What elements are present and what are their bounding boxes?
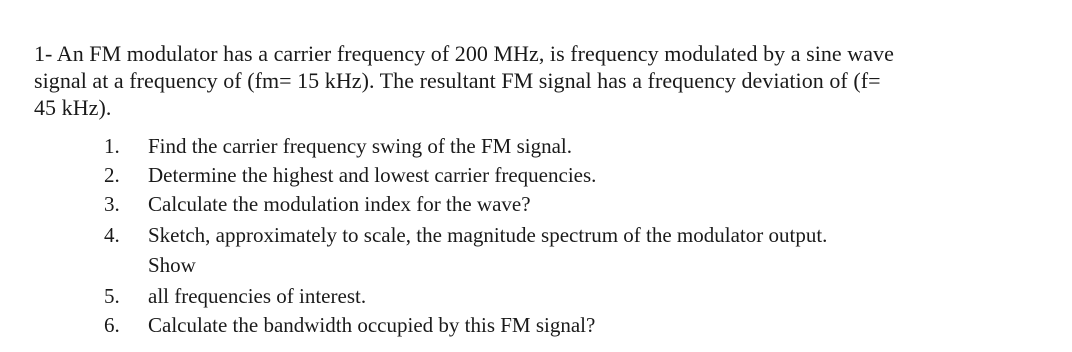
problem-statement	[34, 40, 1044, 121]
task-text: Sketch, approximately to scale, the magnitude spectrum of the modulator output.	[148, 223, 828, 247]
task-number: 3.	[104, 192, 120, 216]
task-item	[104, 282, 366, 310]
task-item	[104, 161, 596, 189]
task-number: 6.	[104, 313, 120, 337]
task-number: 4.	[104, 223, 120, 247]
task-text: Calculate the modulation index for the wave?	[148, 192, 531, 216]
task-text: Calculate the bandwidth occupied by this FM signal?	[148, 313, 596, 337]
task-item	[104, 311, 595, 339]
task-text: Find the carrier frequency swing of the FM signal.	[148, 134, 572, 158]
task-text: all frequencies of interest.	[148, 284, 367, 308]
task-number: 2.	[104, 163, 120, 187]
statement-line: 1- An FM modulator has a carrier frequency of 200 MHz, is frequency modulated by a sine wave	[34, 41, 894, 66]
task-continuation: Show	[148, 253, 196, 277]
task-text: Determine the highest and lowest carrier frequencies.	[148, 163, 597, 187]
task-number: 5.	[104, 284, 120, 308]
task-item	[104, 221, 827, 249]
task-number: 1.	[104, 134, 120, 158]
statement-line: 45 kHz).	[34, 95, 112, 120]
task-item	[104, 190, 531, 218]
statement-line: signal at a frequency of (fm= 15 kHz). The resultant FM signal has a frequency deviation of (f=	[34, 68, 881, 93]
task-item	[104, 132, 572, 160]
